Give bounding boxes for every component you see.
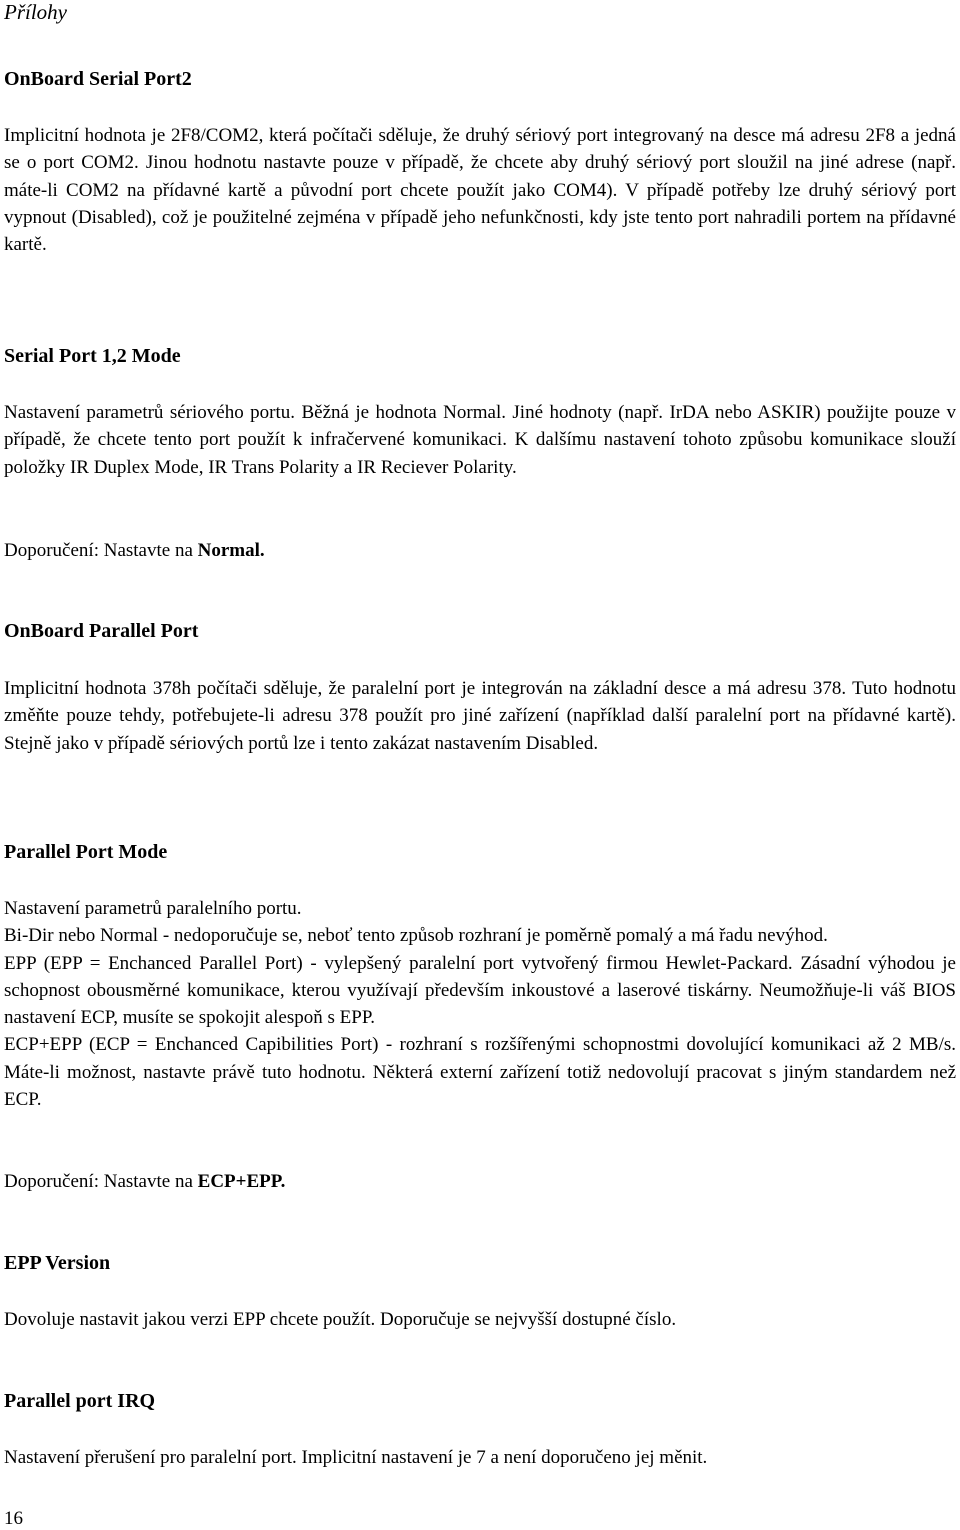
- mode-intro: Nastavení parametrů paralelního portu.: [4, 898, 302, 919]
- section-heading-onboard-parallel-port: OnBoard Parallel Port: [4, 620, 199, 642]
- recommendation-serial-port-mode: [4, 537, 956, 564]
- section-text-onboard-serial-port2: Implicitní hodnota je 2F8/COM2, která počítači sděluje, že druhý sériový port integrovaný na desce má adresu 2F8 a jedná se o port COM2. Jinou hodnotu nastavte pouze v případě, že chcete aby druhý sériový port sloužil na jiné adrese (např. máte-li COM2 na přídavné kartě a původní port chcete použít jako COM4). V případě potřeby lze druhý sériový port vypnout (Disabled), což je použitelné zejména v případě jeho nefunkčnosti, kdy jste tento port nahradili portem na přídavné kartě.: [4, 125, 956, 256]
- section-heading-parallel-port-irq: Parallel port IRQ: [4, 1390, 156, 1412]
- section-heading-serial-port-mode: Serial Port 1,2 Mode: [4, 345, 181, 367]
- section-text-epp-version: Dovoluje nastavit jakou verzi EPP chcete použít. Doporučuje se nejvyšší dostupné číslo.: [4, 1309, 677, 1330]
- recommendation-value: ECP+EPP.: [197, 1171, 286, 1192]
- section-heading-epp-version: EPP Version: [4, 1252, 111, 1274]
- section-text-onboard-parallel-port: Implicitní hodnota 378h počítači sděluje, že paralelní port je integrován na základní desce a má adresu 378. Tuto hodnotu změňte pouze tehdy, potřebujete-li adresu 378 použít pro jiné zařízení (například další paralelní port na přídavné kartě). Stejně jako v případě sériových portů lze i tento zakázat nastavením Disabled.: [4, 678, 956, 754]
- mode-epp: EPP (EPP = Enchanced Parallel Port) - vylepšený paralelní port vytvořený firmou Hewlet-Packard. Zásadní výhodou je schopnost obousměrné komunikace, kterou využívají především inkoustové a laserové tiskárny. Neumožňuje-li váš BIOS nastavení ECP, musíte se spokojit alespoň s EPP.: [4, 952, 956, 1029]
- recommendation-label: Doporučení: Nastavte na: [4, 1171, 198, 1192]
- recommendation-value: Normal.: [197, 540, 265, 561]
- section-text-serial-port-mode: Nastavení parametrů sériového portu. Běžná je hodnota Normal. Jiné hodnoty (např. IrDA nebo ASKIR) použijte pouze v případě, že chcete tento port použít k infračervené komunikaci. K dalšímu nastavení tohoto způsobu komunikace slouží položky IR Duplex Mode, IR Trans Polarity a IR Reciever Polarity.: [4, 402, 956, 478]
- section-text-parallel-port-mode: [4, 895, 956, 1113]
- section-heading-parallel-port-mode: Parallel Port Mode: [4, 841, 168, 863]
- recommendation-label: Doporučení: Nastavte na: [4, 540, 198, 561]
- section-text-parallel-port-irq: Nastavení přerušení pro paralelní port. Implicitní nastavení je 7 a není doporučeno jej měnit.: [4, 1447, 708, 1468]
- page-header: Přílohy: [4, 0, 67, 24]
- page-number: 16: [4, 1508, 23, 1529]
- section-heading-onboard-serial-port2: OnBoard Serial Port2: [4, 68, 192, 90]
- mode-ecp-epp: ECP+EPP (ECP = Enchanced Capibilities Port) - rozhraní s rozšířenými schopnostmi dovolující komunikaci až 2 MB/s. Máte-li možnost, nastavte právě tuto hodnotu. Některá externí zařízení totiž nedovolují pracovat s jiným standardem než ECP.: [4, 1034, 956, 1111]
- mode-bidir: Bi-Dir nebo Normal - nedoporučuje se, neboť tento způsob rozhraní je poměrně pomalý a má řadu nevýhod.: [4, 925, 828, 947]
- recommendation-parallel-port-mode: [4, 1168, 956, 1195]
